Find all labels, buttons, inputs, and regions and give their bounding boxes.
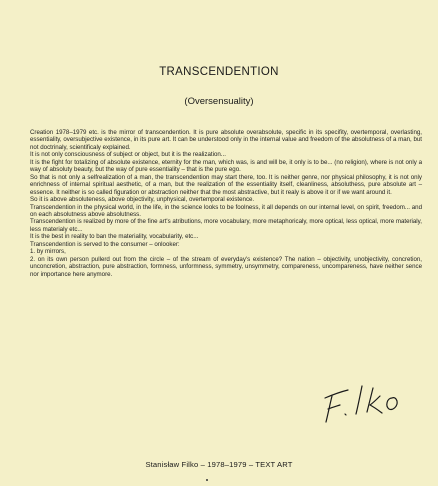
paragraph: So that is not only a selfrealization of a man, the transcendention may start there, too. It is neither genre, nor physical philosophy, it is not only enrichness of internal spiritual aesthetic, of a man, but the realization of the essentiality itself, cleanliness, absoluthess, pure absolute art – essence. It neither is so called figuration or abstraction neither that the most abstractive, but it realy is above it or if we want around it.: [30, 173, 422, 196]
paragraph: 2. on its own person pullerd out from the circle – of the stream of everyday's existence? The nation – objectivity, unobjectivity, concretion, unconcretion, abstraction, pure abstraction, formness, unformness, symmetry, unsymmetry, compareness, uncompareness, have neither sence nor importance here anymore.: [30, 255, 422, 278]
paragraph: It is not only consciousness of subject or object, but it is the realization...: [30, 151, 226, 159]
paragraph: Transcendention in the physical world, in the life, in the science looks to be foolness, it all depends on our internal level, on spirit, freedom... and on each absolutness above absolutness.: [30, 203, 422, 218]
paragraph: It is the best in reality to ban the materiality, vocabularity, etc...: [30, 233, 199, 241]
document-title: TRANSCENDENTION: [159, 66, 279, 78]
paragraph: It is the fight for totalizing of absolute existence, eternity for the man, which was, is and will be, it only is to be... (no religion), where is not only a way of absoluty beauty, but the way of pure essentiality – that is the pure ego.: [30, 158, 422, 174]
document-footer: Stanisław Filko – 1978–1979 – TEXT ART: [145, 460, 293, 469]
paragraph: Creation 1978–1979 etc. is the mirror of transcendention. It is pure absolute overabsolute, specific in its specifity, overtemporal, overlasting, essentiality, oversubjective existence, in its pure art. It can be understood only in the internal value and freedom of the absolutness of a man, but not doctrinaly, scientificaly explained.: [30, 129, 422, 151]
paragraph: Transcendention is served to the consumer – onlooker:: [30, 240, 180, 248]
document-body: [30, 129, 422, 278]
paragraph: 1. by mirrors,: [30, 248, 66, 256]
handwritten-signature: [318, 378, 408, 428]
paragraph: Transcendention is realized by more of the fine art's atributions, more vocabulary, more metaphoricaly, more optical, less optical, more materialy, less materialy etc...: [30, 218, 422, 233]
paragraph: So it is above absoluteness, above objectivity, unphysical, overtemporal existence.: [30, 196, 255, 204]
document-subtitle: (Oversensuality): [184, 96, 254, 107]
page-mark: [206, 479, 208, 481]
